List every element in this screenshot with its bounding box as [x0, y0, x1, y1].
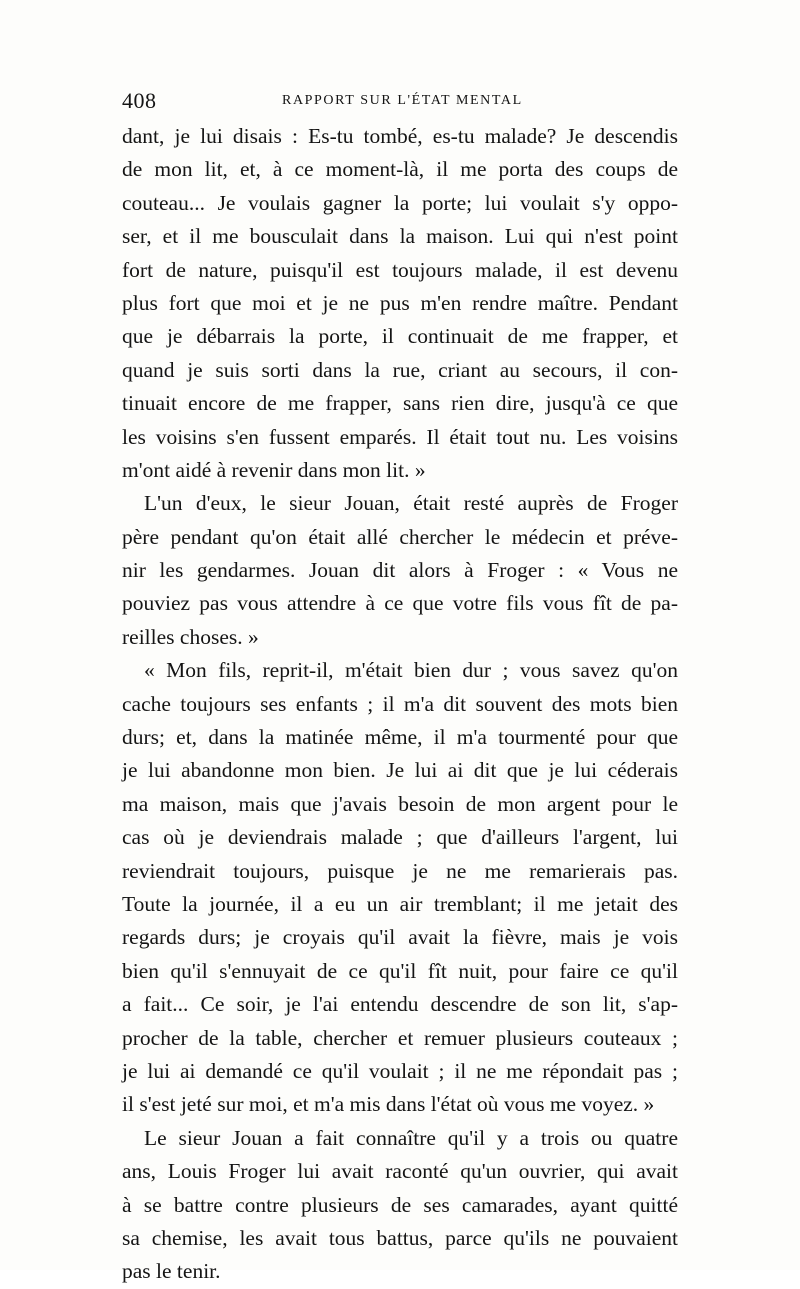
text-line: il s'est jeté sur moi, et m'a mis dans l'état où vous me voyez. »	[122, 1092, 655, 1117]
text-line: cache toujours ses enfants ; il m'a dit souvent des mots bien	[122, 691, 678, 716]
running-title: RAPPORT SUR L'ÉTAT MENTAL	[282, 93, 523, 108]
body-text	[122, 120, 678, 1289]
text-line: ma maison, mais que j'avais besoin de mon argent pour le	[122, 791, 678, 816]
text-line: plus fort que moi et je ne pus m'en rendre maître. Pendant	[122, 290, 678, 315]
text-line: a fait... Ce soir, je l'ai entendu descendre de son lit, s'ap-	[122, 992, 678, 1017]
text-line: Toute la journée, il a eu un air tremblant; il me jetait des	[122, 891, 678, 916]
text-line: pouviez pas vous attendre à ce que votre fils vous fît de pa-	[122, 591, 678, 616]
text-line: à se battre contre plusieurs de ses camarades, ayant quitté	[122, 1192, 678, 1217]
text-line: les voisins s'en fussent emparés. Il était tout nu. Les voisins	[122, 424, 678, 449]
text-line: sa chemise, les avait tous battus, parce qu'ils ne pouvaient	[122, 1225, 678, 1250]
text-line: de mon lit, et, à ce moment-là, il me porta des coups de	[122, 157, 678, 182]
text-line: tinuait encore de me frapper, sans rien dire, jusqu'à ce que	[122, 391, 678, 416]
text-line: je lui abandonne mon bien. Je lui ai dit que je lui céderais	[122, 758, 678, 783]
text-line: pas le tenir.	[122, 1259, 221, 1284]
text-line: je lui ai demandé ce qu'il voulait ; il ne me répondait pas ;	[122, 1058, 678, 1083]
text-line: durs; et, dans la matinée même, il m'a tourmenté pour que	[122, 725, 678, 750]
text-line: bien qu'il s'ennuyait de ce qu'il fît nuit, pour faire ce qu'il	[122, 958, 678, 983]
text-line: L'un d'eux, le sieur Jouan, était resté auprès de Froger	[144, 491, 678, 516]
text-line: « Mon fils, reprit-il, m'était bien dur ; vous savez qu'on	[144, 658, 678, 683]
text-line: couteau... Je voulais gagner la porte; lui voulait s'y oppo-	[122, 190, 678, 215]
text-line: m'ont aidé à revenir dans mon lit. »	[122, 457, 426, 482]
running-head	[122, 88, 678, 118]
text-line: dant, je lui disais : Es-tu tombé, es-tu malade? Je descendis	[122, 124, 678, 148]
text-line: quand je suis sorti dans la rue, criant au secours, il con-	[122, 357, 678, 382]
text-line: père pendant qu'on était allé chercher le médecin et préve-	[122, 524, 678, 549]
text-line: reilles choses. »	[122, 624, 259, 649]
text-line: fort de nature, puisqu'il est toujours malade, il est devenu	[122, 257, 678, 282]
text-line: ans, Louis Froger lui avait raconté qu'un ouvrier, qui avait	[122, 1159, 678, 1184]
text-line: procher de la table, chercher et remuer plusieurs couteaux ;	[122, 1025, 678, 1050]
page-number: 408	[122, 88, 157, 113]
text-line: nir les gendarmes. Jouan dit alors à Froger : « Vous ne	[122, 558, 678, 583]
text-line: ser, et il me bousculait dans la maison. Lui qui n'est point	[122, 224, 678, 249]
text-line: Le sieur Jouan a fait connaître qu'il y a trois ou quatre	[144, 1125, 678, 1150]
text-line: reviendrait toujours, puisque je ne me remarierais pas.	[122, 858, 678, 883]
text-line: cas où je deviendrais malade ; que d'ailleurs l'argent, lui	[122, 825, 678, 850]
text-line: regards durs; je croyais qu'il avait la fièvre, mais je vois	[122, 925, 678, 950]
text-line: que je débarrais la porte, il continuait de me frapper, et	[122, 324, 678, 349]
